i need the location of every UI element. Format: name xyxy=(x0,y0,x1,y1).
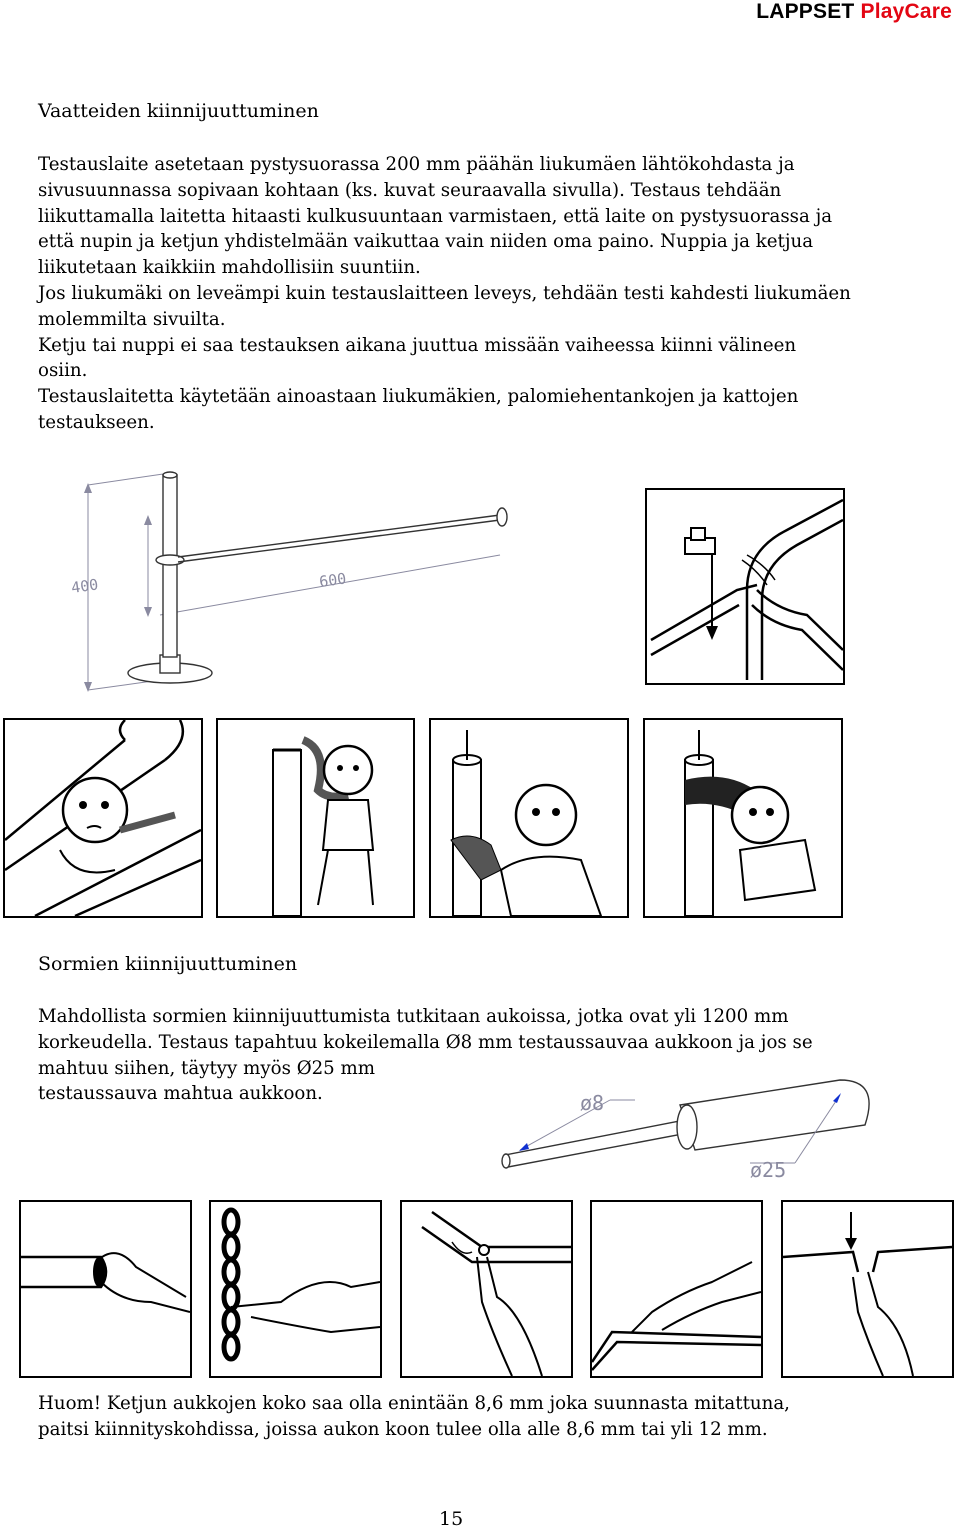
figure-finger-v-gap xyxy=(781,1200,954,1378)
section-heading-fingers: Sormien kiinnijuuttuminen xyxy=(38,953,298,975)
text-line: Jos liukumäki on leveämpi kuin testauslaitteen leveys, tehdään testi kahdesti liukumäen xyxy=(38,282,851,304)
text-line: korkeudella. Testaus tapahtuu kokeilemalla Ø8 mm testaussauvaa aukkoon ja jos se xyxy=(38,1031,813,1053)
note-paragraph xyxy=(38,1391,790,1443)
section-heading-clothing: Vaatteiden kiinnijuuttuminen xyxy=(38,100,319,122)
brand-logo xyxy=(756,0,952,24)
figure-finger-joint-gap xyxy=(400,1200,573,1378)
page-number: 15 xyxy=(439,1508,464,1530)
text-line: Huom! Ketjun aukkojen koko saa olla enintään 8,6 mm joka suunnasta mitattuna, xyxy=(38,1393,790,1414)
text-line: paitsi kiinnityskohdissa, joissa aukon koon tulee olla alle 8,6 mm tai yli 12 mm. xyxy=(38,1418,768,1440)
test-device-drawing xyxy=(60,465,530,697)
figure-child-pole-scarf xyxy=(216,718,415,918)
figure-finger-tube-end xyxy=(19,1200,192,1378)
figure-child-slide-strap xyxy=(3,718,203,918)
text-line: Mahdollista sormien kiinnijuuttumista tutkitaan aukoissa, jotka ovat yli 1200 mm xyxy=(38,1006,789,1027)
brand-name: LAPPSET xyxy=(756,0,855,23)
text-line: testaukseen. xyxy=(38,411,155,433)
section-paragraph-clothing xyxy=(38,152,851,436)
text-line: Testauslaitetta käytetään ainoastaan liukumäkien, palomiehentankojen ja kattojen xyxy=(38,386,799,408)
figure-child-pole-hair xyxy=(643,718,843,918)
text-line: että nupin ja ketjun yhdistelmään vaikuttaa vain niiden oma paino. Nuppia ja ketjua xyxy=(38,231,814,253)
text-line: sivusuunnassa sopivaan kohtaan (ks. kuvat seuraavalla sivulla). Testaus tehdään xyxy=(38,179,782,201)
figure-finger-chain xyxy=(209,1200,382,1378)
figure-slide-knob-test xyxy=(645,488,845,685)
text-line: mahtuu siihen, täytyy myös Ø25 mm xyxy=(38,1057,376,1079)
text-line: liikuttamalla laitetta hitaasti kulkusuuntaan varmistaen, että laite on pystysuorassa ja xyxy=(38,205,833,227)
text-line: testaussauva mahtua aukkoon. xyxy=(38,1083,323,1105)
text-line: molemmilta sivuilta. xyxy=(38,308,226,330)
text-line: osiin. xyxy=(38,360,88,382)
probe-label-large: ø25 xyxy=(750,1158,787,1182)
text-line: Testauslaite asetetaan pystysuorassa 200 mm päähän liukumäen lähtökohdasta ja xyxy=(38,154,795,175)
height-dimension-label: 400 xyxy=(70,575,100,597)
brand-sub: PlayCare xyxy=(860,0,952,23)
figure-child-pole-collar xyxy=(429,718,629,918)
text-line: Ketju tai nuppi ei saa testauksen aikana juuttua missään vaiheessa kiinni välineen xyxy=(38,334,797,356)
probe-label-small: ø8 xyxy=(580,1091,605,1115)
width-dimension-label: 600 xyxy=(318,569,348,591)
text-line: liikutetaan kaikkiin mahdollisiin suuntiin. xyxy=(38,257,421,279)
test-probe-drawing xyxy=(495,1075,885,1185)
figure-finger-edge xyxy=(590,1200,763,1378)
